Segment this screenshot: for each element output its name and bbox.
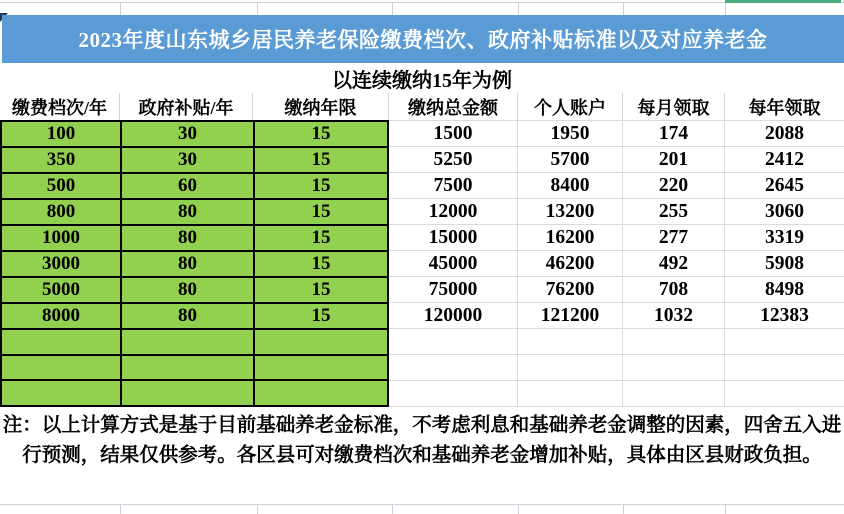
empty-green-cell[interactable] [255, 330, 387, 354]
gridline-vertical [120, 504, 121, 514]
table-cell[interactable]: 13200 [518, 199, 623, 225]
table-cell[interactable]: 80 [122, 200, 253, 224]
table-cell[interactable]: 5700 [518, 147, 623, 173]
table-cell[interactable]: 15 [255, 278, 387, 302]
gridline-horizontal [0, 2, 844, 3]
table-cell[interactable]: 174 [623, 121, 725, 147]
gridline-vertical [518, 2, 519, 15]
empty-green-cell[interactable] [2, 330, 120, 354]
table-cell[interactable]: 3000 [2, 252, 120, 276]
table-cell[interactable]: 75000 [389, 277, 518, 303]
table-cell[interactable]: 8498 [725, 277, 844, 303]
column-header[interactable]: 缴纳年限 [253, 93, 389, 120]
table-cell[interactable]: 5908 [725, 251, 844, 277]
title-cell[interactable] [2, 15, 844, 63]
table-cell[interactable]: 46200 [518, 251, 623, 277]
table-cell[interactable]: 3319 [725, 225, 844, 251]
table-cell[interactable]: 1500 [389, 121, 518, 147]
table-cell[interactable]: 15 [255, 252, 387, 276]
table-cell[interactable]: 120000 [389, 303, 518, 329]
gridline-vertical [518, 504, 519, 514]
table-cell[interactable]: 220 [623, 173, 725, 199]
empty-cell[interactable] [725, 381, 844, 407]
table-cell[interactable]: 80 [122, 278, 253, 302]
table-cell[interactable]: 1032 [623, 303, 725, 329]
gridline-vertical [392, 504, 393, 514]
table-cell[interactable]: 5250 [389, 147, 518, 173]
table-cell[interactable]: 80 [122, 226, 253, 250]
table-cell[interactable]: 5000 [2, 278, 120, 302]
table-cell[interactable]: 2645 [725, 173, 844, 199]
gridline-vertical [120, 2, 121, 15]
table-cell[interactable]: 8000 [2, 304, 120, 328]
gridline-vertical [257, 2, 258, 15]
table-cell[interactable]: 121200 [518, 303, 623, 329]
table-cell[interactable]: 201 [623, 147, 725, 173]
table-cell[interactable]: 45000 [389, 251, 518, 277]
table-cell[interactable]: 15 [255, 122, 387, 146]
table-cell[interactable]: 350 [2, 148, 120, 172]
table-cell[interactable]: 15 [255, 174, 387, 198]
table-cell[interactable]: 7500 [389, 173, 518, 199]
empty-green-cell[interactable] [122, 381, 253, 405]
empty-green-cell[interactable] [255, 381, 387, 405]
table-cell[interactable]: 12000 [389, 199, 518, 225]
empty-cell[interactable] [518, 329, 623, 355]
table-cell[interactable]: 100 [2, 122, 120, 146]
table-cell[interactable]: 500 [2, 174, 120, 198]
table-cell[interactable]: 1950 [518, 121, 623, 147]
empty-green-cell[interactable] [2, 356, 120, 380]
gridline-vertical [725, 2, 726, 15]
table-cell[interactable]: 30 [122, 148, 253, 172]
gridline-horizontal [0, 504, 844, 505]
page-title: 2023年度山东城乡居民养老保险缴费档次、政府补贴标准以及对应养老金 [78, 28, 768, 52]
empty-cell[interactable] [389, 381, 518, 407]
gridline-vertical [623, 504, 624, 514]
empty-green-cell[interactable] [122, 356, 253, 380]
empty-cell[interactable] [623, 355, 725, 381]
empty-cell[interactable] [725, 329, 844, 355]
table-cell[interactable]: 30 [122, 122, 253, 146]
table-cell[interactable]: 80 [122, 252, 253, 276]
table-green-columns [0, 120, 389, 407]
table-cell[interactable]: 15 [255, 226, 387, 250]
column-header[interactable]: 个人账户 [518, 93, 623, 120]
table-header-row [0, 93, 844, 120]
table-cell[interactable]: 16200 [518, 225, 623, 251]
empty-green-cell[interactable] [2, 381, 120, 405]
empty-green-cell[interactable] [122, 330, 253, 354]
table-cell[interactable]: 8400 [518, 173, 623, 199]
table-cell[interactable]: 2412 [725, 147, 844, 173]
empty-green-cell[interactable] [255, 356, 387, 380]
selected-cell-top-border [725, 0, 841, 3]
table-cell[interactable]: 2088 [725, 121, 844, 147]
table-cell[interactable]: 708 [623, 277, 725, 303]
table-cell[interactable]: 12383 [725, 303, 844, 329]
table-white-columns [389, 120, 844, 407]
subtitle-cell[interactable] [0, 63, 844, 93]
empty-cell[interactable] [725, 355, 844, 381]
column-header[interactable]: 每月领取 [623, 93, 725, 120]
subtitle-text: 以连续缴纳15年为例 [332, 69, 512, 92]
table-cell[interactable]: 1000 [2, 226, 120, 250]
gridline-vertical [725, 504, 726, 514]
column-header[interactable]: 缴纳总金额 [389, 93, 518, 120]
table-cell[interactable]: 3060 [725, 199, 844, 225]
note-text: 注：以上计算方式是基于目前基础养老金标准，不考虑利息和基础养老金调整的因素，四舍五入进行预测，结果仅供参考。各区县可对缴费档次和基础养老金增加补贴，具体由区县财政负担。 [2, 415, 842, 466]
table-cell[interactable]: 76200 [518, 277, 623, 303]
table-cell[interactable]: 15 [255, 200, 387, 224]
table-cell[interactable]: 80 [122, 304, 253, 328]
empty-cell[interactable] [623, 329, 725, 355]
gridline-vertical [623, 2, 624, 15]
empty-cell[interactable] [389, 355, 518, 381]
table-cell[interactable]: 15 [255, 304, 387, 328]
table-cell[interactable]: 492 [623, 251, 725, 277]
empty-cell[interactable] [518, 381, 623, 407]
gridline-vertical [392, 2, 393, 15]
empty-cell[interactable] [623, 381, 725, 407]
table-cell[interactable]: 60 [122, 174, 253, 198]
column-header[interactable]: 政府补贴/年 [120, 93, 253, 120]
gridline-vertical [257, 504, 258, 514]
column-header[interactable]: 缴费档次/年 [0, 93, 120, 120]
table-cell[interactable]: 15000 [389, 225, 518, 251]
table-cell[interactable]: 15 [255, 148, 387, 172]
note-cell[interactable] [0, 407, 844, 504]
column-header[interactable]: 每年领取 [748, 97, 821, 118]
empty-cell[interactable] [518, 355, 623, 381]
table-cell[interactable]: 277 [623, 225, 725, 251]
table-cell[interactable]: 255 [623, 199, 725, 225]
table-cell[interactable]: 800 [2, 200, 120, 224]
empty-cell[interactable] [389, 329, 518, 355]
